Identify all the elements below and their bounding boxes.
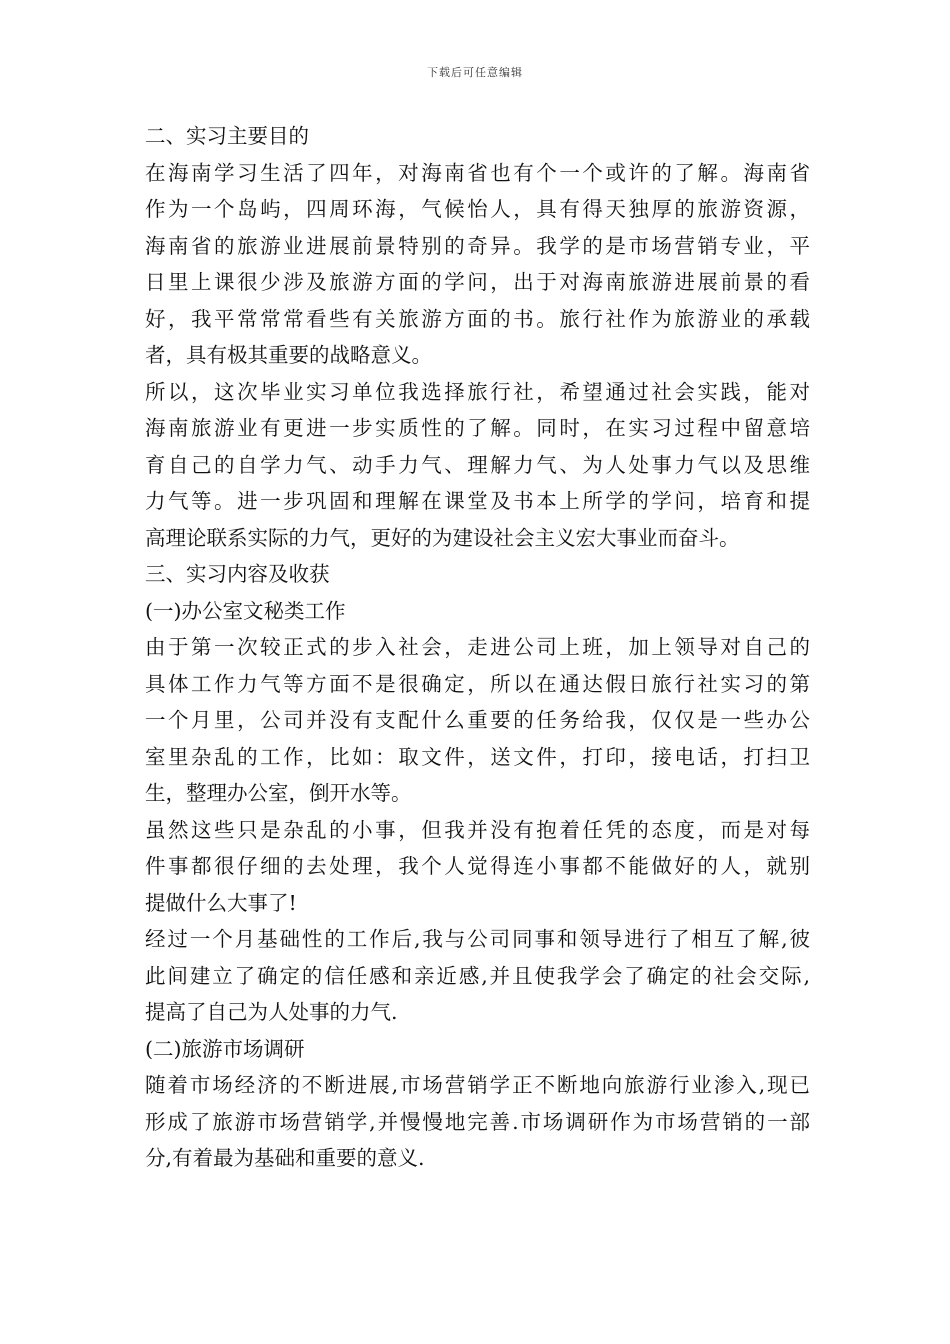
paragraph-line: 虽然这些只是杂乱的小事，但我并没有抱着任凭的态度，而是对每 [145,817,810,842]
paragraph-line: 经过一个月基础性的工作后,我与公司同事和领导进行了相互了解,彼 [145,927,810,951]
paragraph-line: 力气等。进一步巩固和理解在课堂及书本上所学的学问，培育和提 [145,489,810,513]
paragraph-line: 作为一个岛屿，四周环海，气候怡人，具有得天独厚的旅游资源， [145,197,810,221]
paragraph-line: 日里上课很少涉及旅游方面的学问，出于对海南旅游进展前景的看 [145,270,810,294]
paragraph-line: 一个月里，公司并没有支配什么重要的任务给我，仅仅是一些办公 [145,708,810,732]
subsection-heading-office-work: (一)办公室文秘类工作 [145,598,346,623]
paragraph-line: 提做什么大事了! [145,890,297,915]
section-heading-content: 三、实习内容及收获 [145,562,330,586]
paragraph-line: 在海南学习生活了四年，对海南省也有个一个或许的了解。海南省 [145,160,810,185]
paragraph-line: 分,有着最为基础和重要的意义. [145,1146,425,1170]
paragraph-line: 育自己的自学力气、动手力气、理解力气、为人处事力气以及思维 [145,452,810,477]
paragraph-line: 好，我平常常常看些有关旅游方面的书。旅行社作为旅游业的承载 [145,306,810,331]
paragraph-line: 由于第一次较正式的步入社会，走进公司上班，加上领导对自己的 [145,635,810,659]
paragraph-line: 所以，这次毕业实习单位我选择旅行社，希望通过社会实践，能对 [145,379,810,404]
subsection-heading-market-research: (二)旅游市场调研 [145,1036,305,1061]
paragraph-line: 提高了自己为人处事的力气. [145,1000,398,1024]
section-heading-objectives: 二、实习主要目的 [145,124,309,148]
paragraph-line: 者，具有极其重要的战略意义。 [145,343,432,367]
page-header: 下载后可任意编辑 [427,66,523,79]
paragraph-line: 室里杂乱的工作，比如：取文件，送文件，打印，接电话，打扫卫 [145,744,810,769]
paragraph-line: 件事都很仔细的去处理，我个人觉得连小事都不能做好的人，就别 [145,854,810,878]
paragraph-line: 此间建立了确定的信任感和亲近感,并且使我学会了确定的社会交际, [145,963,810,988]
document-body [145,118,810,1177]
paragraph-line: 海南旅游业有更进一步实质性的了解。同时，在实习过程中留意培 [145,416,810,440]
paragraph-line: 形成了旅游市场营销学,并慢慢地完善.市场调研作为市场营销的一部 [145,1109,810,1134]
paragraph-line: 高理论联系实际的力气，更好的为建设社会主义宏大事业而奋斗。 [145,525,740,550]
paragraph-line: 随着市场经济的不断进展,市场营销学正不断地向旅游行业渗入,现已 [145,1073,810,1097]
paragraph-line: 海南省的旅游业进展前景特别的奇异。我学的是市场营销专业，平 [145,233,810,258]
paragraph-line: 生，整理办公室，倒开水等。 [145,781,412,805]
paragraph-line: 具体工作力气等方面不是很确定，所以在通达假日旅行社实习的第 [145,671,810,696]
